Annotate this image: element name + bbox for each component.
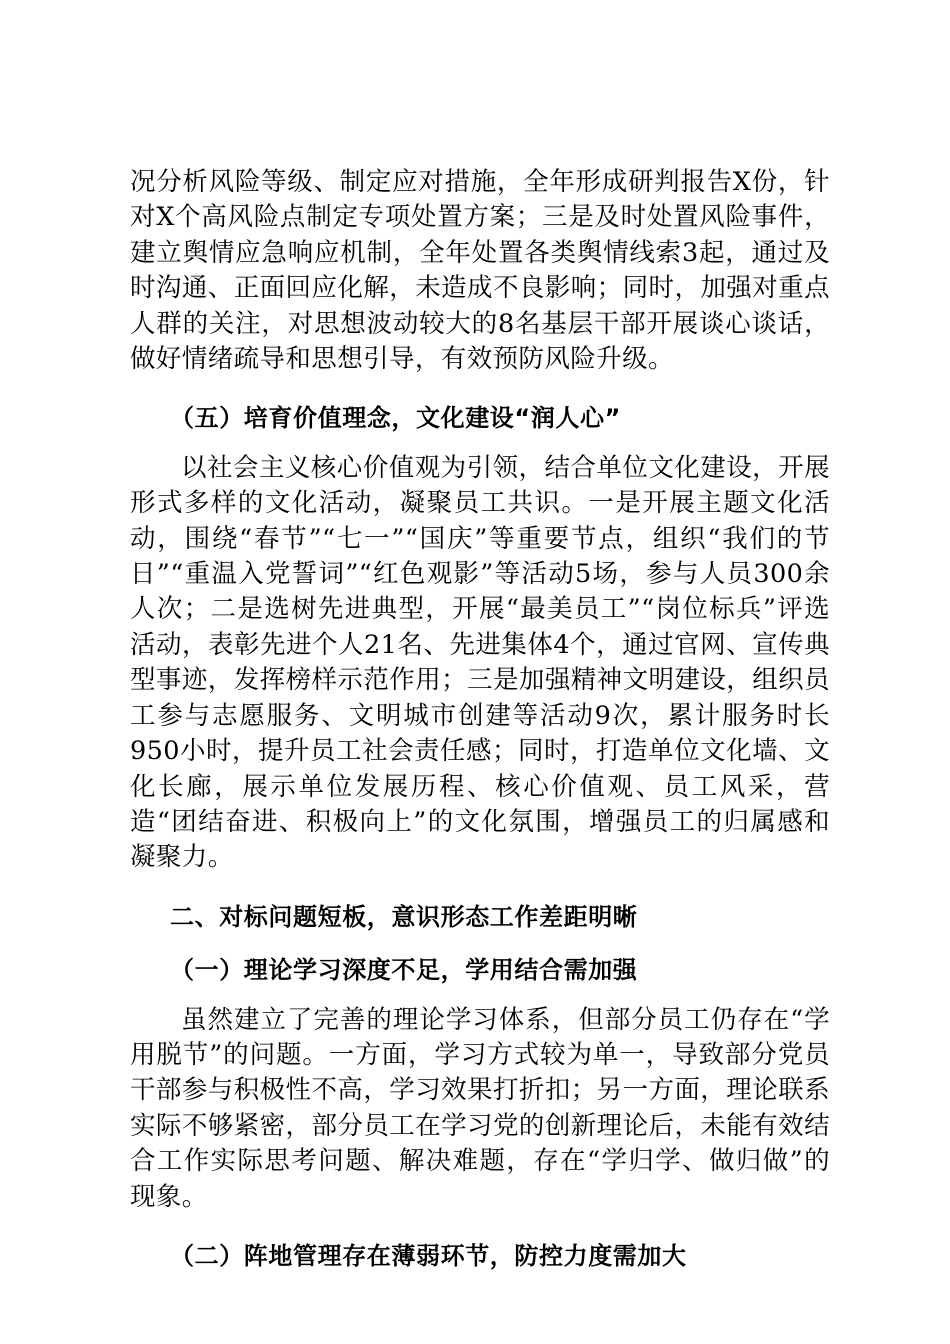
heading-theory-study: （一）理论学习深度不足，学用结合需加强 [170, 956, 638, 985]
heading-section-two: 二、对标问题短板，意识形态工作差距明晰 [170, 902, 638, 931]
paragraph-study-problems: 虽然建立了完善的理论学习体系，但部分员工仍存在“学用脱节”的问题。一方面，学习方式较为单一，导致部分党员干部参与积极性不高，学习效果打折扣；另一方面，理论联系实际不够紧密，部分员工在学习党的创新理论后，未能有效结合工作实际思考问题、解决难题，存在“学归学、做归做”的现象。 [130, 1004, 830, 1212]
heading-culture-building: （五）培育价值理念，文化建设“润人心” [170, 404, 621, 433]
heading-position-management: （二）阵地管理存在薄弱环节，防控力度需加大 [170, 1241, 687, 1270]
paragraph-risk-continuation: 况分析风险等级、制定应对措施，全年形成研判报告X份，针对X个高风险点制定专项处置方案；三是及时处置风险事件，建立舆情应急响应机制，全年处置各类舆情线索3起，通过及时沟通、正面回应化解，未造成不良影响；同时，加强对重点人群的关注，对思想波动较大的8名基层干部开展谈心谈话，做好情绪疏导和思想引导，有效预防风险升级。 [130, 167, 830, 375]
document-page [130, 165, 830, 1274]
paragraph-culture-activities: 以社会主义核心价值观为引领，结合单位文化建设，开展形式多样的文化活动，凝聚员工共识。一是开展主题文化活动，围绕“春节”“七一”“国庆”等重要节点，组织“我们的节日”“重温入党誓词”“红色观影”等活动5场，参与人员300余人次；二是选树先进典型，开展“最美员工”“岗位标兵”评选活动，表彰先进个人21名、先进集体4个，通过官网、宣传典型事迹，发挥榜样示范作用；三是加强精神文明建设，组织员工参与志愿服务、文明城市创建等活动9次，累计服务时长950小时，提升员工社会责任感；同时，打造单位文化墙、文化长廊，展示单位发展历程、核心价值观、员工风采，营造“团结奋进、积极向上”的文化氛围，增强员工的归属感和凝聚力。 [130, 452, 830, 873]
